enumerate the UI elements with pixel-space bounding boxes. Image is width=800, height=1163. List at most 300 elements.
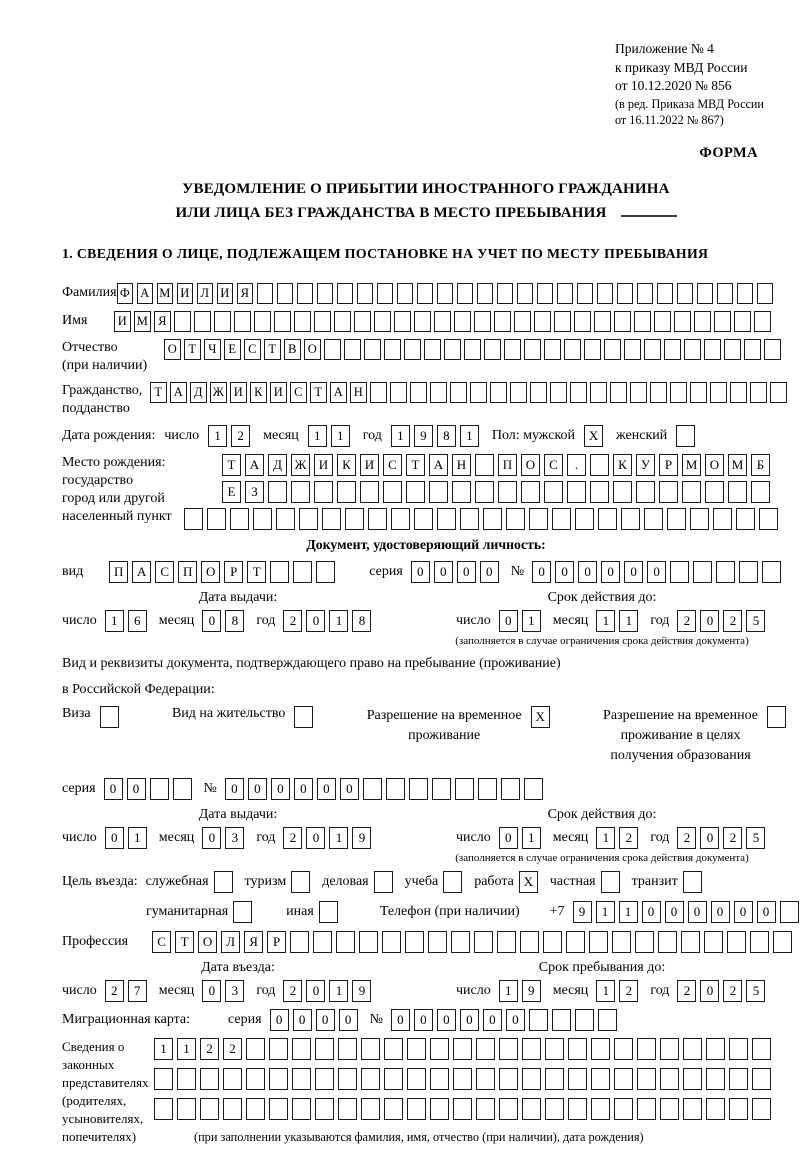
char-cell[interactable] [414, 311, 431, 332]
char-cell[interactable] [397, 283, 414, 304]
char-cell[interactable] [200, 1098, 219, 1120]
char-cell[interactable] [566, 931, 585, 953]
char-cell[interactable]: Н [350, 382, 367, 403]
char-cell[interactable] [750, 382, 767, 403]
char-cell[interactable] [660, 1068, 679, 1090]
char-cell[interactable] [406, 481, 425, 503]
char-cell[interactable]: 8 [437, 425, 456, 447]
char-cell[interactable] [612, 931, 631, 953]
char-cell[interactable]: 1 [619, 610, 638, 632]
char-cell[interactable] [534, 311, 551, 332]
char-cell[interactable]: Т [406, 454, 425, 476]
char-cell[interactable]: 0 [306, 827, 325, 849]
char-cell[interactable] [390, 382, 407, 403]
char-cell[interactable] [650, 382, 667, 403]
char-cell[interactable] [177, 1068, 196, 1090]
char-cell[interactable] [457, 283, 474, 304]
char-cell[interactable]: 0 [757, 901, 776, 923]
char-cell[interactable] [567, 481, 586, 503]
char-cell[interactable] [736, 508, 755, 530]
char-cell[interactable] [501, 778, 520, 800]
char-cell[interactable]: Т [222, 454, 241, 476]
char-cell[interactable] [374, 871, 393, 893]
char-cell[interactable] [430, 1038, 449, 1060]
char-cell[interactable]: 1 [522, 610, 541, 632]
char-cell[interactable] [529, 508, 548, 530]
char-cell[interactable] [474, 931, 493, 953]
char-cell[interactable]: 0 [483, 1009, 502, 1031]
char-cell[interactable] [150, 778, 169, 800]
char-cell[interactable]: 0 [411, 561, 430, 583]
char-cell[interactable] [545, 1068, 564, 1090]
char-cell[interactable] [717, 283, 734, 304]
char-cell[interactable] [510, 382, 527, 403]
char-cell[interactable] [750, 931, 769, 953]
char-cell[interactable] [294, 311, 311, 332]
char-cell[interactable] [292, 1038, 311, 1060]
char-cell[interactable] [613, 481, 632, 503]
char-cell[interactable]: 0 [711, 901, 730, 923]
char-cell[interactable] [752, 1038, 771, 1060]
char-cell[interactable]: 0 [316, 1009, 335, 1031]
char-cell[interactable] [614, 311, 631, 332]
char-cell[interactable]: Е [222, 481, 241, 503]
char-cell[interactable]: Т [310, 382, 327, 403]
char-cell[interactable] [713, 508, 732, 530]
char-cell[interactable] [414, 508, 433, 530]
char-cell[interactable] [637, 1098, 656, 1120]
char-cell[interactable]: Д [268, 454, 287, 476]
char-cell[interactable] [751, 481, 770, 503]
char-cell[interactable] [522, 1098, 541, 1120]
char-cell[interactable]: 0 [578, 561, 597, 583]
char-cell[interactable]: 2 [283, 980, 302, 1002]
char-cell[interactable]: 0 [414, 1009, 433, 1031]
char-cell[interactable] [407, 1098, 426, 1120]
char-cell[interactable] [269, 1038, 288, 1060]
char-cell[interactable] [716, 561, 735, 583]
char-cell[interactable]: 1 [522, 827, 541, 849]
char-cell[interactable]: 0 [480, 561, 499, 583]
char-cell[interactable] [664, 339, 681, 360]
char-cell[interactable]: 2 [200, 1038, 219, 1060]
char-cell[interactable]: 0 [270, 1009, 289, 1031]
char-cell[interactable]: 9 [352, 980, 371, 1002]
char-cell[interactable]: 0 [340, 778, 359, 800]
char-cell[interactable]: 0 [105, 827, 124, 849]
char-cell[interactable]: Ж [291, 454, 310, 476]
char-cell[interactable]: Р [224, 561, 243, 583]
char-cell[interactable] [230, 508, 249, 530]
char-cell[interactable] [174, 311, 191, 332]
char-cell[interactable]: 1 [331, 425, 350, 447]
char-cell[interactable] [762, 561, 781, 583]
char-cell[interactable] [368, 508, 387, 530]
char-cell[interactable]: 0 [434, 561, 453, 583]
char-cell[interactable] [246, 1068, 265, 1090]
char-cell[interactable]: С [155, 561, 174, 583]
char-cell[interactable] [455, 778, 474, 800]
char-cell[interactable] [754, 311, 771, 332]
char-cell[interactable] [590, 382, 607, 403]
char-cell[interactable]: Н [452, 454, 471, 476]
char-cell[interactable] [497, 283, 514, 304]
char-cell[interactable]: М [134, 311, 151, 332]
char-cell[interactable] [610, 382, 627, 403]
char-cell[interactable]: Ч [204, 339, 221, 360]
char-cell[interactable]: Т [264, 339, 281, 360]
char-cell[interactable]: 1 [308, 425, 327, 447]
char-cell[interactable] [452, 481, 471, 503]
char-cell[interactable] [207, 508, 226, 530]
char-cell[interactable]: 0 [317, 778, 336, 800]
char-cell[interactable] [253, 508, 272, 530]
char-cell[interactable]: 0 [104, 778, 123, 800]
char-cell[interactable]: Т [247, 561, 266, 583]
char-cell[interactable]: 2 [223, 1038, 242, 1060]
char-cell[interactable] [591, 1068, 610, 1090]
char-cell[interactable] [660, 1098, 679, 1120]
char-cell[interactable] [522, 1038, 541, 1060]
char-cell[interactable]: 1 [329, 980, 348, 1002]
char-cell[interactable]: 0 [700, 980, 719, 1002]
char-cell[interactable] [382, 931, 401, 953]
char-cell[interactable]: М [728, 454, 747, 476]
char-cell[interactable]: О [201, 561, 220, 583]
char-cell[interactable] [594, 311, 611, 332]
char-cell[interactable] [590, 454, 609, 476]
char-cell[interactable] [545, 1038, 564, 1060]
char-cell[interactable] [268, 481, 287, 503]
char-cell[interactable] [384, 1038, 403, 1060]
char-cell[interactable] [361, 1068, 380, 1090]
char-cell[interactable] [257, 283, 274, 304]
char-cell[interactable] [233, 901, 252, 923]
char-cell[interactable] [570, 382, 587, 403]
char-cell[interactable]: Я [237, 283, 254, 304]
char-cell[interactable] [464, 339, 481, 360]
char-cell[interactable]: 2 [723, 610, 742, 632]
char-cell[interactable] [568, 1098, 587, 1120]
char-cell[interactable] [453, 1038, 472, 1060]
char-cell[interactable]: Р [659, 454, 678, 476]
char-cell[interactable]: З [245, 481, 264, 503]
char-cell[interactable]: 0 [437, 1009, 456, 1031]
char-cell[interactable] [269, 1098, 288, 1120]
char-cell[interactable] [537, 283, 554, 304]
char-cell[interactable] [577, 283, 594, 304]
char-cell[interactable]: Л [221, 931, 240, 953]
char-cell[interactable] [568, 1068, 587, 1090]
char-cell[interactable] [100, 706, 119, 728]
char-cell[interactable] [214, 311, 231, 332]
char-cell[interactable] [292, 1098, 311, 1120]
char-cell[interactable] [292, 1068, 311, 1090]
char-cell[interactable] [290, 931, 309, 953]
char-cell[interactable] [706, 1038, 725, 1060]
char-cell[interactable]: 2 [105, 980, 124, 1002]
char-cell[interactable]: 0 [688, 901, 707, 923]
char-cell[interactable] [729, 1038, 748, 1060]
char-cell[interactable] [494, 311, 511, 332]
char-cell[interactable] [453, 1098, 472, 1120]
char-cell[interactable] [504, 339, 521, 360]
char-cell[interactable]: 0 [391, 1009, 410, 1031]
char-cell[interactable] [773, 931, 792, 953]
char-cell[interactable]: 0 [293, 1009, 312, 1031]
char-cell[interactable] [694, 311, 711, 332]
char-cell[interactable] [621, 508, 640, 530]
char-cell[interactable]: Ф [117, 283, 134, 304]
char-cell[interactable]: 2 [619, 980, 638, 1002]
char-cell[interactable] [490, 382, 507, 403]
char-cell[interactable] [315, 1068, 334, 1090]
char-cell[interactable] [684, 339, 701, 360]
char-cell[interactable] [404, 339, 421, 360]
char-cell[interactable] [676, 425, 695, 447]
char-cell[interactable] [214, 871, 233, 893]
char-cell[interactable]: С [383, 454, 402, 476]
char-cell[interactable]: С [152, 931, 171, 953]
char-cell[interactable] [670, 382, 687, 403]
char-cell[interactable]: 1 [391, 425, 410, 447]
char-cell[interactable] [706, 1068, 725, 1090]
char-cell[interactable]: С [290, 382, 307, 403]
char-cell[interactable] [246, 1038, 265, 1060]
char-cell[interactable]: 1 [596, 827, 615, 849]
char-cell[interactable] [391, 508, 410, 530]
char-cell[interactable] [690, 508, 709, 530]
char-cell[interactable] [644, 508, 663, 530]
char-cell[interactable] [453, 1068, 472, 1090]
char-cell[interactable]: Я [154, 311, 171, 332]
char-cell[interactable]: 2 [283, 827, 302, 849]
char-cell[interactable] [337, 283, 354, 304]
char-cell[interactable] [417, 283, 434, 304]
char-cell[interactable] [514, 311, 531, 332]
char-cell[interactable] [574, 311, 591, 332]
char-cell[interactable] [476, 1098, 495, 1120]
char-cell[interactable] [294, 706, 313, 728]
char-cell[interactable] [319, 901, 338, 923]
char-cell[interactable]: 2 [723, 827, 742, 849]
char-cell[interactable]: 5 [746, 610, 765, 632]
char-cell[interactable] [432, 778, 451, 800]
char-cell[interactable] [361, 1098, 380, 1120]
char-cell[interactable]: 1 [460, 425, 479, 447]
char-cell[interactable]: Т [175, 931, 194, 953]
char-cell[interactable]: 1 [619, 901, 638, 923]
char-cell[interactable] [657, 283, 674, 304]
char-cell[interactable] [274, 311, 291, 332]
char-cell[interactable] [614, 1068, 633, 1090]
char-cell[interactable]: 0 [127, 778, 146, 800]
char-cell[interactable]: 0 [499, 610, 518, 632]
char-cell[interactable] [254, 311, 271, 332]
char-cell[interactable]: 0 [506, 1009, 525, 1031]
char-cell[interactable] [337, 481, 356, 503]
char-cell[interactable]: 0 [532, 561, 551, 583]
char-cell[interactable]: С [244, 339, 261, 360]
char-cell[interactable]: И [314, 454, 333, 476]
char-cell[interactable]: 1 [499, 980, 518, 1002]
char-cell[interactable] [683, 1098, 702, 1120]
char-cell[interactable] [744, 339, 761, 360]
char-cell[interactable] [470, 382, 487, 403]
char-cell[interactable] [752, 1098, 771, 1120]
char-cell[interactable]: 6 [128, 610, 147, 632]
char-cell[interactable] [484, 339, 501, 360]
char-cell[interactable] [475, 481, 494, 503]
char-cell[interactable] [543, 931, 562, 953]
char-cell[interactable] [517, 283, 534, 304]
char-cell[interactable] [529, 1009, 548, 1031]
char-cell[interactable] [550, 382, 567, 403]
char-cell[interactable]: 1 [177, 1038, 196, 1060]
char-cell[interactable]: 1 [596, 610, 615, 632]
char-cell[interactable] [345, 508, 364, 530]
char-cell[interactable] [430, 1098, 449, 1120]
char-cell[interactable]: П [109, 561, 128, 583]
char-cell[interactable] [704, 931, 723, 953]
char-cell[interactable]: 3 [225, 827, 244, 849]
char-cell[interactable]: 0 [457, 561, 476, 583]
char-cell[interactable] [246, 1098, 265, 1120]
char-cell[interactable]: 2 [283, 610, 302, 632]
char-cell[interactable]: X [531, 706, 550, 728]
char-cell[interactable] [724, 339, 741, 360]
char-cell[interactable] [759, 508, 778, 530]
char-cell[interactable] [575, 1009, 594, 1031]
char-cell[interactable]: У [636, 454, 655, 476]
char-cell[interactable] [424, 339, 441, 360]
char-cell[interactable] [683, 1038, 702, 1060]
char-cell[interactable] [184, 508, 203, 530]
char-cell[interactable] [630, 382, 647, 403]
char-cell[interactable]: 9 [414, 425, 433, 447]
char-cell[interactable]: 0 [647, 561, 666, 583]
char-cell[interactable]: 0 [700, 827, 719, 849]
char-cell[interactable]: 1 [596, 901, 615, 923]
char-cell[interactable] [710, 382, 727, 403]
char-cell[interactable]: 1 [329, 610, 348, 632]
char-cell[interactable] [682, 481, 701, 503]
char-cell[interactable]: М [682, 454, 701, 476]
char-cell[interactable] [727, 931, 746, 953]
char-cell[interactable]: И [270, 382, 287, 403]
char-cell[interactable] [757, 283, 774, 304]
char-cell[interactable] [407, 1038, 426, 1060]
char-cell[interactable]: Т [184, 339, 201, 360]
char-cell[interactable] [194, 311, 211, 332]
char-cell[interactable] [322, 508, 341, 530]
char-cell[interactable] [520, 931, 539, 953]
char-cell[interactable] [597, 283, 614, 304]
char-cell[interactable] [604, 339, 621, 360]
char-cell[interactable] [544, 339, 561, 360]
char-cell[interactable]: . [567, 454, 586, 476]
char-cell[interactable]: И [217, 283, 234, 304]
char-cell[interactable] [384, 339, 401, 360]
char-cell[interactable] [477, 283, 494, 304]
char-cell[interactable]: 2 [619, 827, 638, 849]
char-cell[interactable] [598, 508, 617, 530]
char-cell[interactable] [706, 1098, 725, 1120]
char-cell[interactable]: X [584, 425, 603, 447]
char-cell[interactable] [690, 382, 707, 403]
char-cell[interactable]: 2 [231, 425, 250, 447]
char-cell[interactable]: Б [751, 454, 770, 476]
char-cell[interactable] [683, 1068, 702, 1090]
char-cell[interactable] [269, 1068, 288, 1090]
char-cell[interactable] [601, 871, 620, 893]
char-cell[interactable] [338, 1098, 357, 1120]
char-cell[interactable]: 0 [202, 827, 221, 849]
char-cell[interactable] [434, 311, 451, 332]
char-cell[interactable] [544, 481, 563, 503]
char-cell[interactable] [584, 339, 601, 360]
char-cell[interactable] [444, 339, 461, 360]
char-cell[interactable] [767, 706, 786, 728]
char-cell[interactable] [693, 561, 712, 583]
char-cell[interactable] [276, 508, 295, 530]
char-cell[interactable]: 1 [329, 827, 348, 849]
char-cell[interactable]: 0 [734, 901, 753, 923]
char-cell[interactable]: 8 [352, 610, 371, 632]
char-cell[interactable] [200, 1068, 219, 1090]
char-cell[interactable]: 1 [128, 827, 147, 849]
char-cell[interactable] [729, 1098, 748, 1120]
char-cell[interactable]: Я [244, 931, 263, 953]
char-cell[interactable]: И [360, 454, 379, 476]
char-cell[interactable]: 8 [225, 610, 244, 632]
char-cell[interactable] [770, 382, 787, 403]
char-cell[interactable] [734, 311, 751, 332]
char-cell[interactable]: П [498, 454, 517, 476]
char-cell[interactable]: 0 [624, 561, 643, 583]
char-cell[interactable] [437, 508, 456, 530]
char-cell[interactable]: А [429, 454, 448, 476]
char-cell[interactable] [499, 1038, 518, 1060]
char-cell[interactable]: 0 [555, 561, 574, 583]
char-cell[interactable] [499, 1068, 518, 1090]
char-cell[interactable]: О [304, 339, 321, 360]
char-cell[interactable]: 0 [642, 901, 661, 923]
char-cell[interactable] [498, 481, 517, 503]
char-cell[interactable] [739, 561, 758, 583]
char-cell[interactable]: К [250, 382, 267, 403]
char-cell[interactable] [291, 871, 310, 893]
char-cell[interactable]: 0 [271, 778, 290, 800]
char-cell[interactable] [730, 382, 747, 403]
char-cell[interactable] [370, 382, 387, 403]
char-cell[interactable] [522, 1068, 541, 1090]
char-cell[interactable]: 3 [225, 980, 244, 1002]
char-cell[interactable] [667, 508, 686, 530]
char-cell[interactable] [428, 931, 447, 953]
char-cell[interactable] [334, 311, 351, 332]
char-cell[interactable]: 1 [154, 1038, 173, 1060]
char-cell[interactable]: 0 [460, 1009, 479, 1031]
char-cell[interactable]: 2 [677, 980, 696, 1002]
char-cell[interactable] [154, 1098, 173, 1120]
char-cell[interactable]: 7 [128, 980, 147, 1002]
char-cell[interactable]: А [170, 382, 187, 403]
char-cell[interactable]: 1 [105, 610, 124, 632]
char-cell[interactable] [552, 508, 571, 530]
char-cell[interactable]: О [198, 931, 217, 953]
char-cell[interactable] [454, 311, 471, 332]
